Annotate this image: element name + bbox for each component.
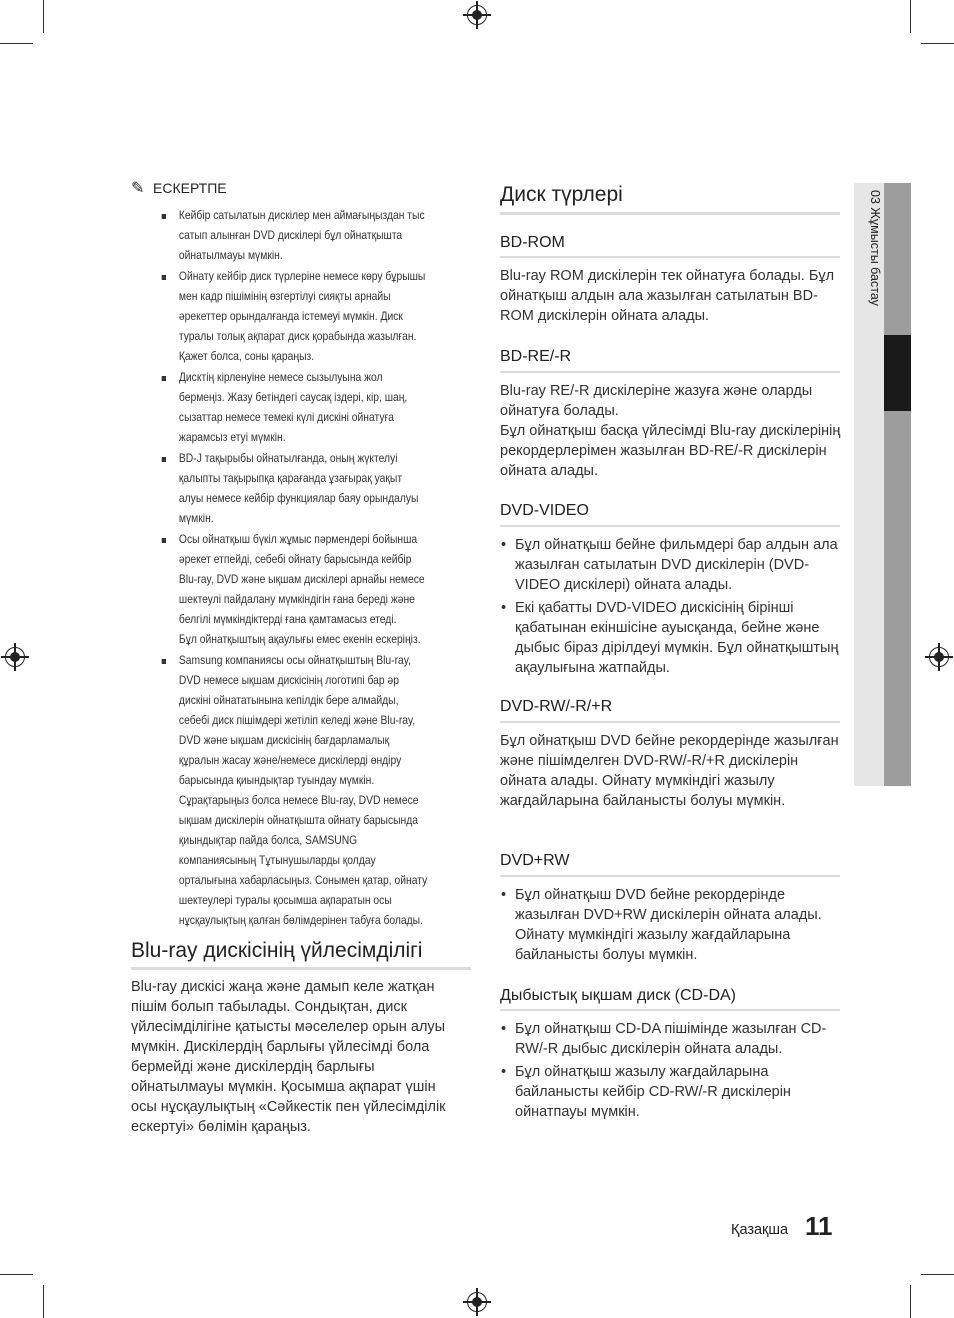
- list-item: [500, 1019, 845, 1059]
- side-tab-segment: [884, 411, 911, 786]
- dvd-plus-rw-title: DVD+RW: [500, 852, 570, 869]
- disc-types-title: Диск түрлері: [500, 183, 623, 206]
- dvd-rw-text: Бұл ойнатқыш DVD бейне рекордерінде жазылған және пішімделген DVD-RW/-R/+R дискілерін ойната алады. Ойнату мүмкіндігі жазылу жағдайларына байланысты болуы мүмкін.: [500, 733, 839, 809]
- compat-title-rule: [131, 967, 471, 970]
- cd-da-title: Дыбыстық ықшам диск (CD-DA): [500, 987, 736, 1004]
- bullet-icon: •: [501, 1064, 507, 1080]
- compat-body: Blu-ray дискісі жаңа және дамып келе жатқан пішім болып табылады. Сондықтан, диск үйлесімділігіне қатысты мәселелер орын алуы мүмкін. Дискілердің барлығы үйлесімді бола бермейді және дискілердің барлығы ойнатылмауы мүмкін. Қосымша ақпарат үшін осы нұсқаулықтың «Сәйкестік пен үйлесімділік ескертуі» бөлімін қараңыз.: [131, 979, 446, 1135]
- dvd-video-list: [500, 535, 845, 681]
- bd-rom-text: Blu-ray ROM дискілерін тек ойнатуға болады. Бұл ойнатқыш алдын ала жазылған сатылатын BD-ROM дискілерін ойната алады.: [500, 268, 835, 324]
- compat-title: Blu-ray дискісінің үйлесімділігі: [131, 939, 423, 962]
- crop-mark: [43, 0, 44, 33]
- list-item: [500, 598, 845, 678]
- crop-mark: [0, 1274, 33, 1275]
- note-text: Сұрақтарыңыз болса немесе Blu-ray, DVD немесе ықшам дискілерін ойнатқышта ойнату барысында қиындықтар пайда болса, SAMSUNG компаниясының Тұтынушыларды қолдау орталығына хабарласыңыз. Сонымен қатар, ойнату шектеулері туралы қосымша ақпаратын осы нұсқаулықтың қалған бөлімдерінен табуға болады.: [178, 793, 428, 927]
- note-text: BD-J тақырыбы ойнатылғанда, оның жүктелуі қалыпты тақырыпқа қарағанда ұзағырақ уақыт алуы немесе кейбір функциялар баяу орындалуы мүмкін.: [178, 451, 419, 525]
- crop-mark: [910, 1285, 911, 1318]
- pencil-icon: ✎: [131, 180, 145, 197]
- crop-mark: [921, 43, 954, 44]
- bullet-icon: •: [501, 537, 507, 553]
- bd-rom-rule: [500, 256, 840, 258]
- note-text: Samsung компаниясы осы ойнатқыштың Blu-ray, DVD немесе ықшам дискісінің логотипі бар әр дискіні ойнататынына кепілдік бере алмайды, себебі диск пішімдері жетіліп келеді және Blu-ray, DVD және ықшам дискісінің бағдарламалық құралын жасау және/немесе дискілерді өндіру барысында қиындықтар туындау мүмкін.: [178, 653, 416, 787]
- note-heading: [131, 178, 471, 198]
- list-item: [500, 1062, 845, 1122]
- note-item: [160, 367, 428, 447]
- note-item: [160, 448, 428, 528]
- registration-mark-icon: [5, 647, 25, 667]
- bullet-icon: •: [501, 887, 507, 903]
- crop-mark: [43, 1285, 44, 1318]
- list-item-text: Бұл ойнатқыш жазылу жағдайларына байланысты кейбір CD-RW/-R дискілерін ойнатпауы мүмкін.: [515, 1064, 791, 1120]
- registration-mark-icon: [929, 647, 949, 667]
- list-item-text: Бұл ойнатқыш бейне фильмдері бар алдын ала жазылған сатылатын DVD дискілерін (DVD-VIDEO дискілері) ойната алады.: [515, 537, 838, 593]
- note-list: [160, 205, 428, 931]
- note-text: Дисктің кірленуіне немесе сызылуына жол бермеңіз. Жазу бетіндегі саусақ іздері, кір, шаң, сызаттар немесе темекі күлі дискіні ойнатуға жарамсыз етуі мүмкін.: [178, 370, 408, 444]
- crop-mark: [0, 43, 33, 44]
- note-item: [160, 266, 428, 366]
- bd-rom-title: BD-ROM: [500, 234, 565, 251]
- dvd-rw-rule: [500, 721, 840, 723]
- square-bullet-icon: [162, 376, 166, 381]
- note-text: Осы ойнатқыш бүкіл жұмыс пәрмендері бойынша әрекет етпейді, себебі ойнату барысында кейбір Blu-ray, DVD және ықшам дискілері арнайы немесе шектеулі пайдалану мүмкіндігін ғана береді және белгілі мүмкіндіктерді ғана қамтамасыз етеді.: [178, 532, 425, 626]
- side-tab-segment: [884, 183, 911, 335]
- cd-da-list: [500, 1019, 845, 1125]
- dvd-plus-rw-list: [500, 885, 845, 968]
- bd-re-title: BD-RE/-R: [500, 348, 572, 365]
- footer-language: Қазақша: [731, 1222, 789, 1238]
- note-text: Кейбір сатылатын дискілер мен аймағыңыздан тыс сатып алынған DVD дискілері бұл ойнатқышта ойнатылмауы мүмкін.: [178, 208, 425, 262]
- bd-re-text-2: Бұл ойнатқыш басқа үйлесімді Blu-ray дискілерінің рекордерлерімен жазылған BD-RE/-R дискілерін ойната алады.: [500, 423, 841, 479]
- bd-re-rule: [500, 371, 840, 373]
- cd-da-rule: [500, 1009, 840, 1011]
- list-item: [500, 535, 845, 595]
- note-text: Ойнату кейбір диск түрлеріне немесе көру бұрышы мен кадр пішімінің өзгертілуі сияқты арнайы әрекеттер орындалғанда істемеуі мүмкін. Диск туралы толық ақпарат диск қорабында жазылған. Қажет болса, соны қараңыз.: [178, 269, 426, 363]
- dvd-rw-title: DVD-RW/-R/+R: [500, 698, 613, 715]
- note-heading-label: ЕСКЕРТПЕ: [153, 180, 227, 196]
- page-number: 11: [805, 1211, 833, 1241]
- bd-re-text-1: Blu-ray RE/-R дискілеріне жазуға және оларды ойнатуға болады.: [500, 383, 813, 419]
- registration-mark-icon: [467, 5, 487, 25]
- list-item-text: Бұл ойнатқыш DVD бейне рекордерінде жазылған DVD+RW дискілерін ойната алады. Ойнату мүмкіндігі жазылу жағдайларына байланысты болуы мүмкін.: [515, 887, 822, 963]
- bullet-icon: •: [501, 1021, 507, 1037]
- crop-mark: [910, 0, 911, 33]
- note-text: Бұл ойнатқыштың ақаулығы емес екенін ескеріңіз.: [178, 632, 421, 646]
- square-bullet-icon: [162, 214, 166, 219]
- crop-mark: [921, 1274, 954, 1275]
- dvd-video-rule: [500, 525, 840, 527]
- chapter-side-label: 03 Жұмысты бастау: [868, 190, 882, 306]
- list-item: [500, 885, 845, 965]
- dvd-video-title: DVD-VIDEO: [500, 502, 589, 519]
- note-item: [160, 650, 428, 930]
- list-item-text: Бұл ойнатқыш CD-DA пішімінде жазылған CD-RW/-R дыбыс дискілерін ойната алады.: [515, 1021, 827, 1057]
- square-bullet-icon: [162, 659, 166, 664]
- dvd-plus-rw-rule: [500, 875, 840, 877]
- registration-mark-icon: [467, 1292, 487, 1312]
- note-item: [160, 205, 428, 265]
- square-bullet-icon: [162, 457, 166, 462]
- list-item-text: Екі қабатты DVD-VIDEO дискісінің бірінші қабатынан екіншісіне ауысқанда, бейне және дыбыс біраз дірілдеуі мүмкін. Бұл ойнатқыштың ақаулығына жатпайды.: [515, 600, 839, 676]
- square-bullet-icon: [162, 538, 166, 543]
- square-bullet-icon: [162, 275, 166, 280]
- disc-types-title-rule: [500, 212, 840, 215]
- bullet-icon: •: [501, 600, 507, 616]
- note-item: [160, 529, 428, 649]
- side-tab-active-marker: [884, 335, 911, 411]
